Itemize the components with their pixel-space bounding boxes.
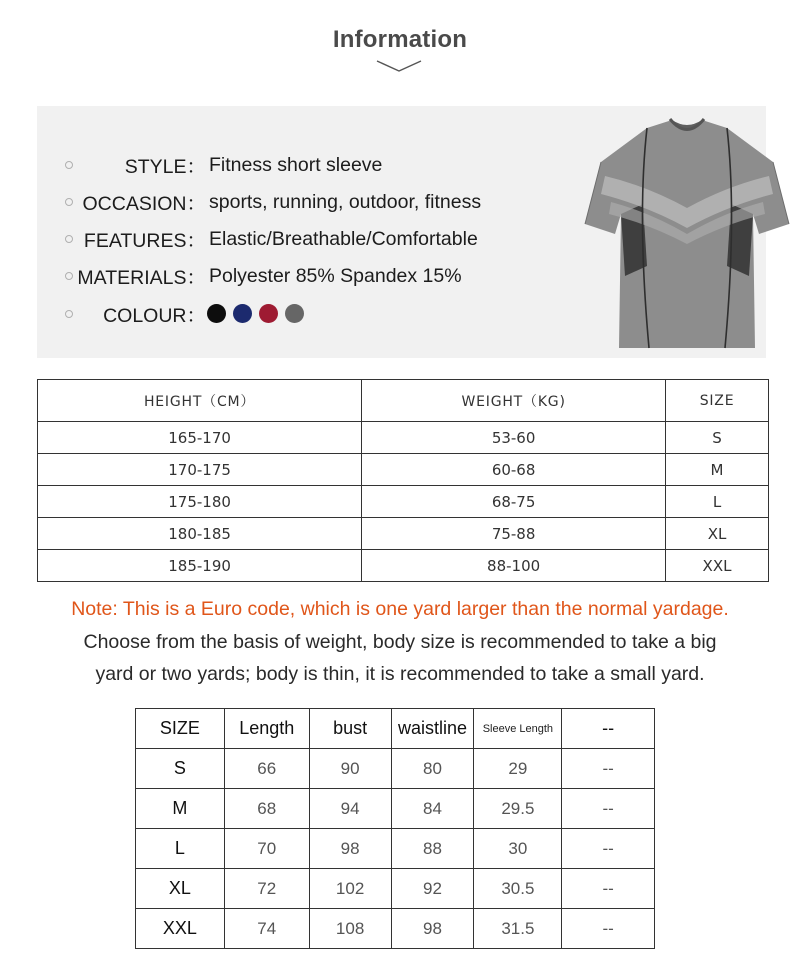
table-header-row bbox=[136, 709, 655, 749]
table-cell: M bbox=[666, 454, 769, 486]
table-cell: 31.5 bbox=[474, 909, 562, 949]
table-row bbox=[136, 869, 655, 909]
table-cell: 185-190 bbox=[38, 550, 362, 582]
table-row bbox=[38, 454, 769, 486]
table-cell: 92 bbox=[391, 869, 474, 909]
table-cell: 165-170 bbox=[38, 422, 362, 454]
table-cell: 180-185 bbox=[38, 518, 362, 550]
table-cell: XXL bbox=[666, 550, 769, 582]
size-advice-line-1: Choose from the basis of weight, body size is recommended to take a big bbox=[83, 631, 717, 653]
info-label: COLOUR： bbox=[103, 305, 206, 327]
info-label: FEATURES： bbox=[83, 230, 206, 252]
table-row bbox=[38, 422, 769, 454]
size-advice-line-2: yard or two yards; body is thin, it is recommended to take a small yard. bbox=[95, 663, 705, 685]
table-cell: S bbox=[666, 422, 769, 454]
table-cell: 98 bbox=[391, 909, 474, 949]
header-cell: Length bbox=[224, 709, 309, 749]
euro-size-note: Note: This is a Euro code, which is one yard larger than the normal yardage. bbox=[71, 598, 729, 620]
table-header-row bbox=[38, 380, 769, 422]
table-cell: 29.5 bbox=[474, 789, 562, 829]
table-cell: 80 bbox=[391, 749, 474, 789]
table-cell: 88 bbox=[391, 829, 474, 869]
info-value: Polyester 85% Spandex 15% bbox=[209, 264, 462, 287]
table-cell: 29 bbox=[474, 749, 562, 789]
size-measurement-table bbox=[135, 708, 655, 949]
table-row bbox=[136, 789, 655, 829]
table-row bbox=[38, 486, 769, 518]
info-value: Elastic/Breathable/Comfortable bbox=[209, 227, 478, 250]
table-cell: 75-88 bbox=[362, 518, 666, 550]
header-cell: bust bbox=[309, 709, 391, 749]
table-cell: -- bbox=[562, 829, 655, 869]
info-label: STYLE： bbox=[124, 156, 206, 178]
table-cell: 53-60 bbox=[362, 422, 666, 454]
table-row bbox=[136, 909, 655, 949]
table-cell: -- bbox=[562, 909, 655, 949]
table-cell: -- bbox=[562, 869, 655, 909]
header-cell: HEIGHT（CM） bbox=[38, 380, 362, 422]
table-cell: L bbox=[136, 829, 225, 869]
info-label: OCCASION： bbox=[82, 193, 206, 215]
height-weight-size-table bbox=[37, 379, 769, 582]
table-cell: M bbox=[136, 789, 225, 829]
header-cell: -- bbox=[562, 709, 655, 749]
table-cell: 72 bbox=[224, 869, 309, 909]
table-cell: 108 bbox=[309, 909, 391, 949]
header-cell: WEIGHT（KG) bbox=[362, 380, 666, 422]
table-cell: S bbox=[136, 749, 225, 789]
table-row bbox=[38, 518, 769, 550]
table-cell: XL bbox=[666, 518, 769, 550]
table-cell: 68-75 bbox=[362, 486, 666, 518]
table-row bbox=[136, 749, 655, 789]
table-cell: 102 bbox=[309, 869, 391, 909]
table-cell: 84 bbox=[391, 789, 474, 829]
table-cell: 170-175 bbox=[38, 454, 362, 486]
table-cell: XL bbox=[136, 869, 225, 909]
info-label: MATERIALS： bbox=[77, 267, 206, 289]
header-cell: waistline bbox=[391, 709, 474, 749]
header-cell: SIZE bbox=[136, 709, 225, 749]
colour-swatch-black[interactable] bbox=[207, 304, 226, 323]
header-cell: SIZE bbox=[666, 380, 769, 422]
colour-swatch-red[interactable] bbox=[259, 304, 278, 323]
table-cell: 175-180 bbox=[38, 486, 362, 518]
product-info-panel bbox=[37, 106, 766, 358]
table-cell: -- bbox=[562, 789, 655, 829]
table-cell: -- bbox=[562, 749, 655, 789]
tshirt-image bbox=[577, 116, 797, 354]
table-cell: 88-100 bbox=[362, 550, 666, 582]
table-row bbox=[136, 829, 655, 869]
info-value: sports, running, outdoor, fitness bbox=[209, 190, 482, 213]
colour-swatch-navy[interactable] bbox=[233, 304, 252, 323]
table-cell: 60-68 bbox=[362, 454, 666, 486]
table-cell: 70 bbox=[224, 829, 309, 869]
table-row bbox=[38, 550, 769, 582]
table-cell: XXL bbox=[136, 909, 225, 949]
chevron-down-icon bbox=[375, 58, 423, 74]
colour-swatches bbox=[207, 304, 304, 323]
table-cell: 74 bbox=[224, 909, 309, 949]
table-cell: 30.5 bbox=[474, 869, 562, 909]
table-cell: 68 bbox=[224, 789, 309, 829]
table-cell: 98 bbox=[309, 829, 391, 869]
header-cell: Sleeve Length bbox=[474, 709, 562, 749]
info-value: Fitness short sleeve bbox=[209, 153, 383, 176]
table-cell: 94 bbox=[309, 789, 391, 829]
table-cell: 30 bbox=[474, 829, 562, 869]
table-cell: 90 bbox=[309, 749, 391, 789]
page-title: Information bbox=[332, 26, 468, 53]
table-cell: L bbox=[666, 486, 769, 518]
colour-swatch-grey[interactable] bbox=[285, 304, 304, 323]
table-cell: 66 bbox=[224, 749, 309, 789]
